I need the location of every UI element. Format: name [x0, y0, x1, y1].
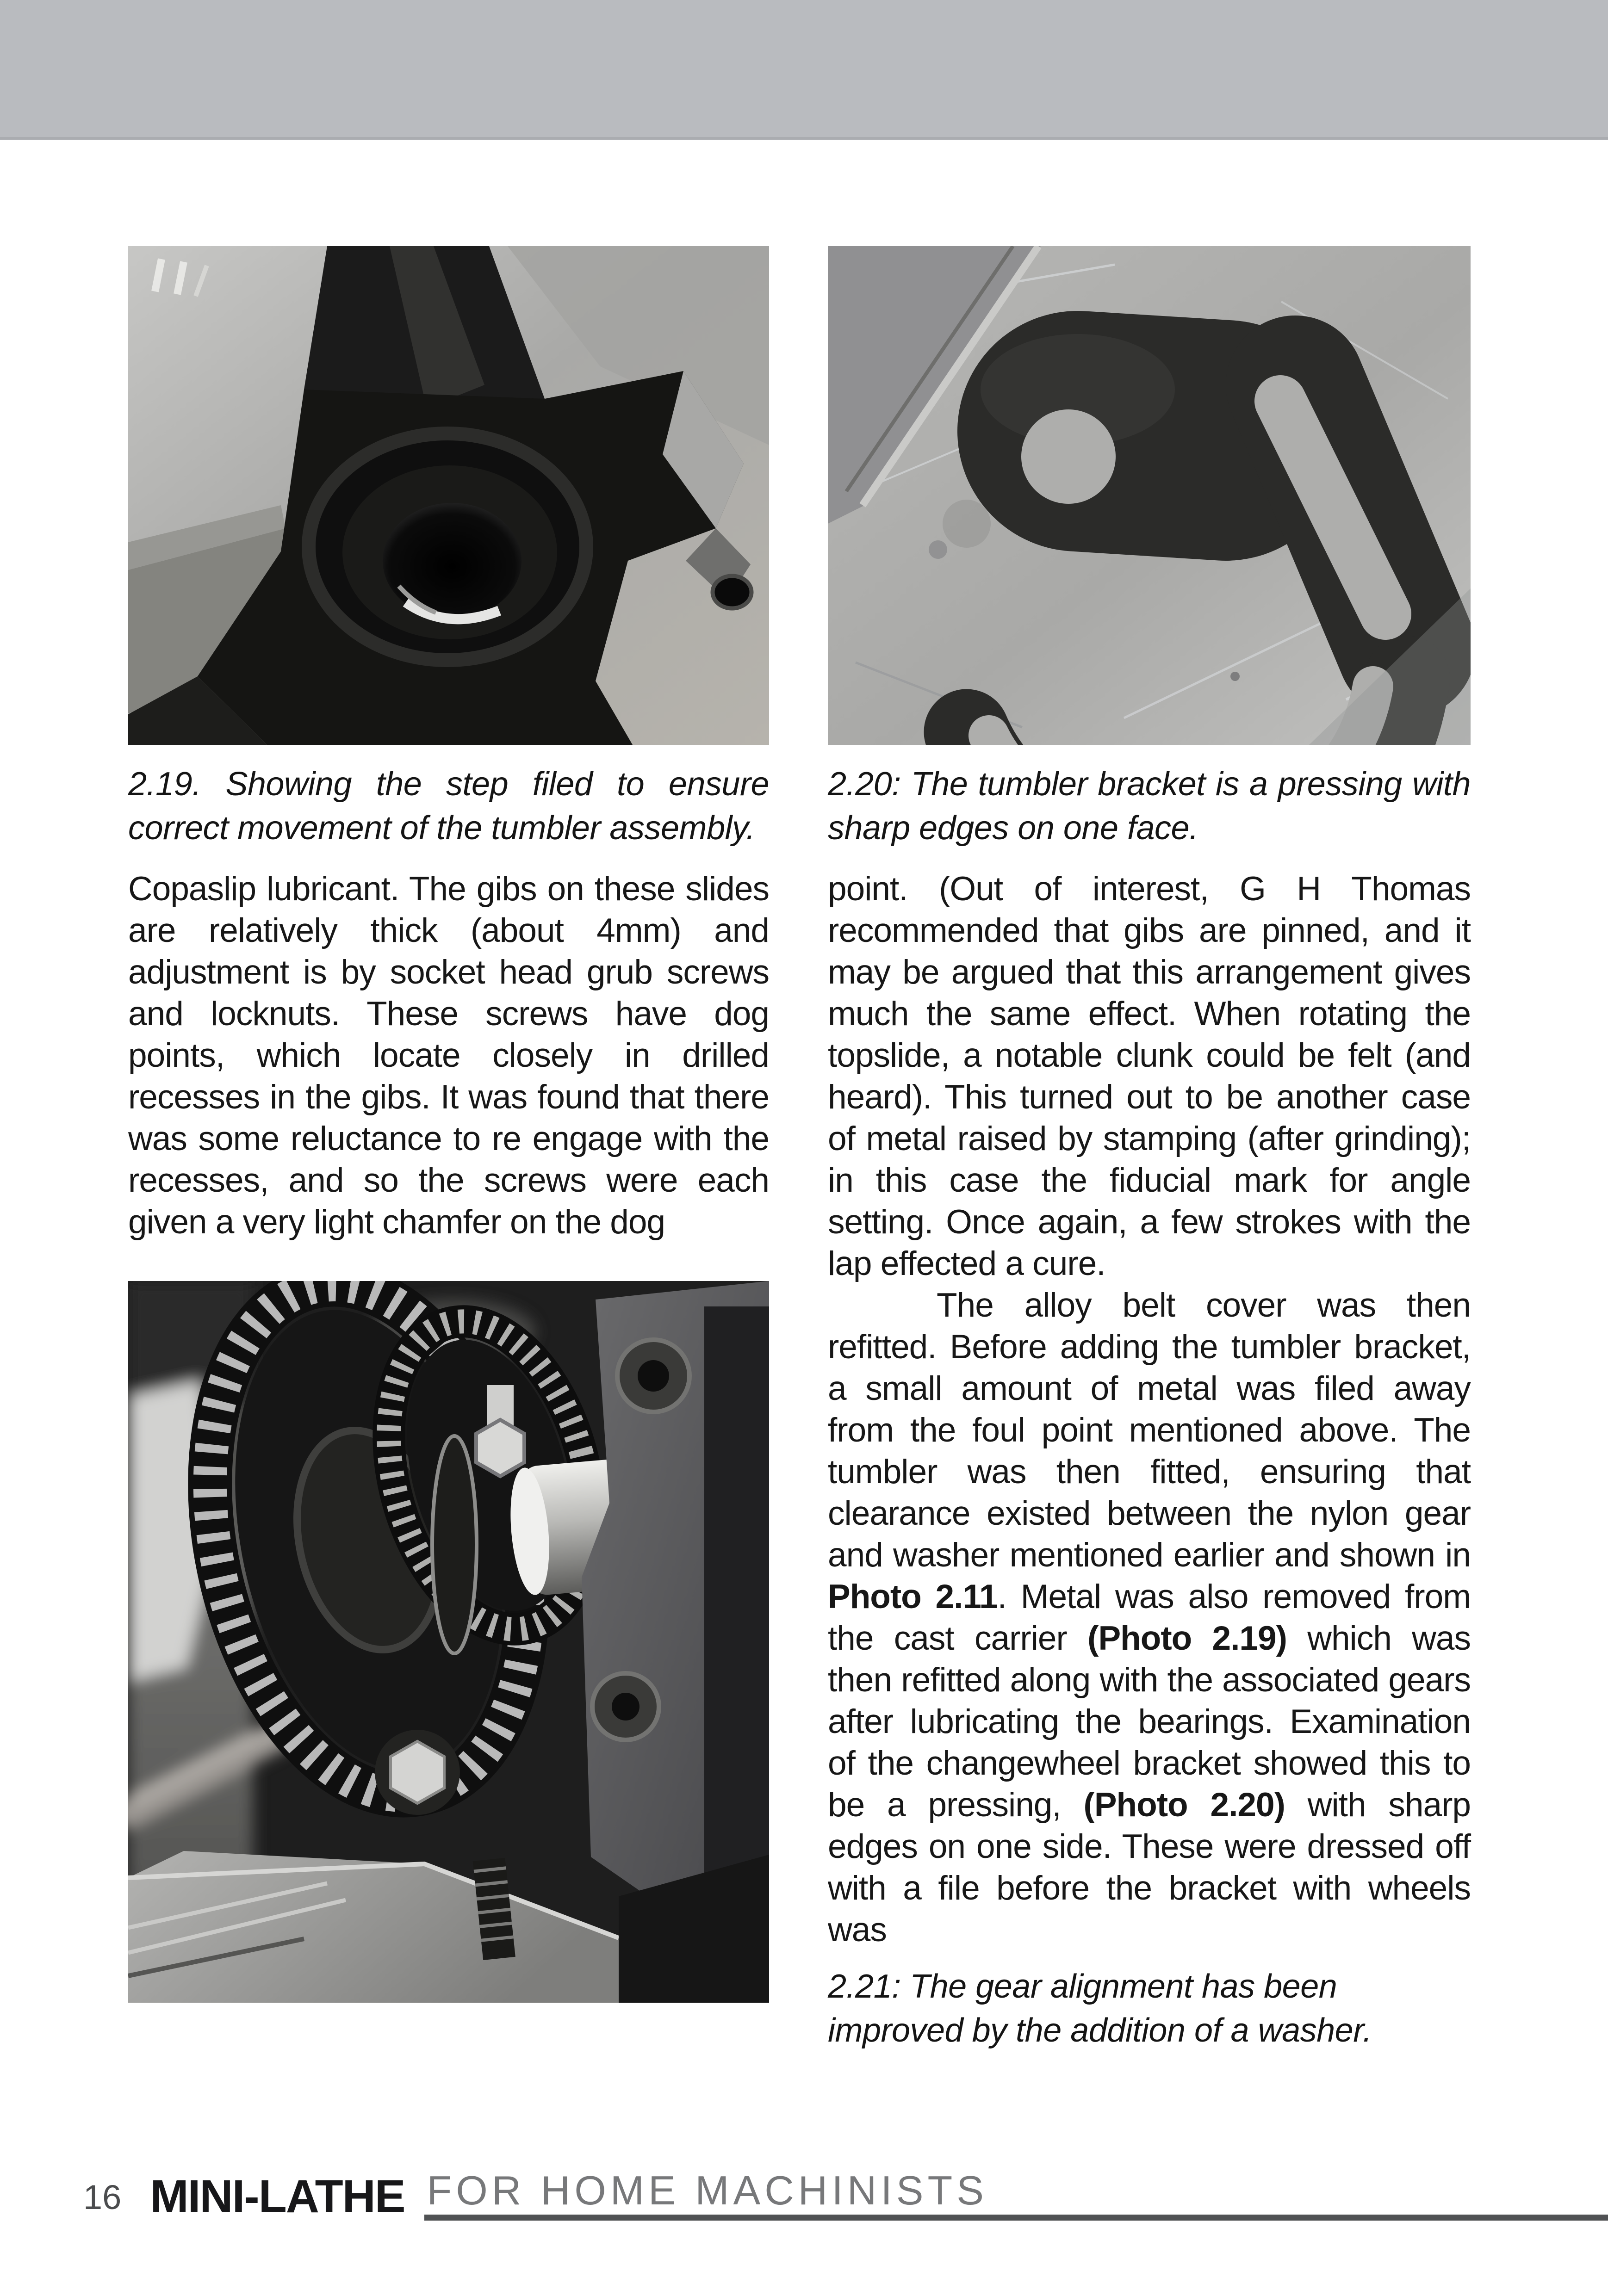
photo-2-20: [828, 246, 1471, 745]
photo-2-11-reference: Photo 2.11: [828, 1578, 998, 1615]
right-column-paragraph-2: [828, 1285, 1471, 1951]
photo-2-19: [128, 246, 769, 745]
right-column: [828, 246, 1471, 2053]
caption-photo-2-19: 2.19. Showing the step filed to ensure correct movement of the tumbler assembly.: [128, 766, 769, 847]
photo-2-19-reference: (Photo 2.19): [1087, 1620, 1287, 1657]
cylindrical-boss: [309, 433, 586, 660]
book-title: MINI-LATHE: [150, 2171, 405, 2222]
cast-carrier-photo-illustration: [128, 246, 769, 745]
caption-photo-2-20: 2.20: The tumbler bracket is a pressing with sharp edges on one face.: [828, 766, 1471, 847]
paragraph-2-segment: The alloy belt cover was then refitted. Before adding the tumbler bracket, a small amount of metal was filed away from the foul point mentioned above. The tumbler was then fitted, ensuring that clearance existed between the nylon gear and washer mentioned earlier and shown in: [828, 1287, 1471, 1574]
changewheel-bracket: [582, 1281, 769, 1899]
paragraph-2-segment: with sharp edges on one side. These were dressed off with a file before the bracket with wheels was: [828, 1786, 1471, 1949]
right-column-paragraph-1: [828, 868, 1471, 1285]
book-subtitle: FOR HOME MACHINISTS: [427, 2169, 988, 2213]
gear-train-photo-illustration: [128, 1281, 769, 2003]
paragraph-2-segment: . Metal was also removed from the cast carrier: [828, 1578, 1471, 1657]
left-paragraph-text: Copaslip lubricant. The gibs on these slides are relatively thick (about 4mm) and adjustment is by socket head grub screws and locknuts. These screws have dog points, which locate closely in drilled recesses in the gibs. It was found that there was some reluctance to re engage with the recesses, and so the screws were each given a very light chamfer on the dog: [128, 870, 769, 1241]
side-hole: [713, 576, 751, 608]
alignment-washer: [432, 1436, 477, 1653]
photo-2-21: [128, 1281, 769, 2003]
page-footer: [83, 2169, 1608, 2222]
right-paragraph-1-text: point. (Out of interest, G H Thomas recommended that gibs are pinned, and it may be argued that this arrangement gives much the same effect. When rotating the topslide, a notable clunk could be felt (and heard). This turned out to be another case of metal raised by stamping (after grinding); in this case the fiducial mark for angle setting. Once again, a few strokes with the lap effected a cure.: [828, 870, 1471, 1282]
paragraph-2-segment: which was then refitted along with the associated gears after lubricating the bearings. Examination of the changewheel bracket showed this to be a pressing,: [828, 1620, 1471, 1824]
tumbler-bracket-photo-illustration: [828, 246, 1471, 745]
footer-rule: [424, 2169, 1608, 2221]
bright-hex-nut: [375, 1730, 460, 1815]
chapter-header-band: [0, 0, 1608, 140]
photo-2-20-reference: (Photo 2.20): [1083, 1786, 1285, 1824]
left-column: [128, 246, 769, 2003]
bracket-hole: [1021, 409, 1116, 504]
left-column-paragraph: [128, 868, 769, 1243]
caption-photo-2-21: 2.21: The gear alignment has been improved by the addition of a washer.: [828, 1968, 1372, 2049]
page-number: 16: [83, 2178, 122, 2216]
